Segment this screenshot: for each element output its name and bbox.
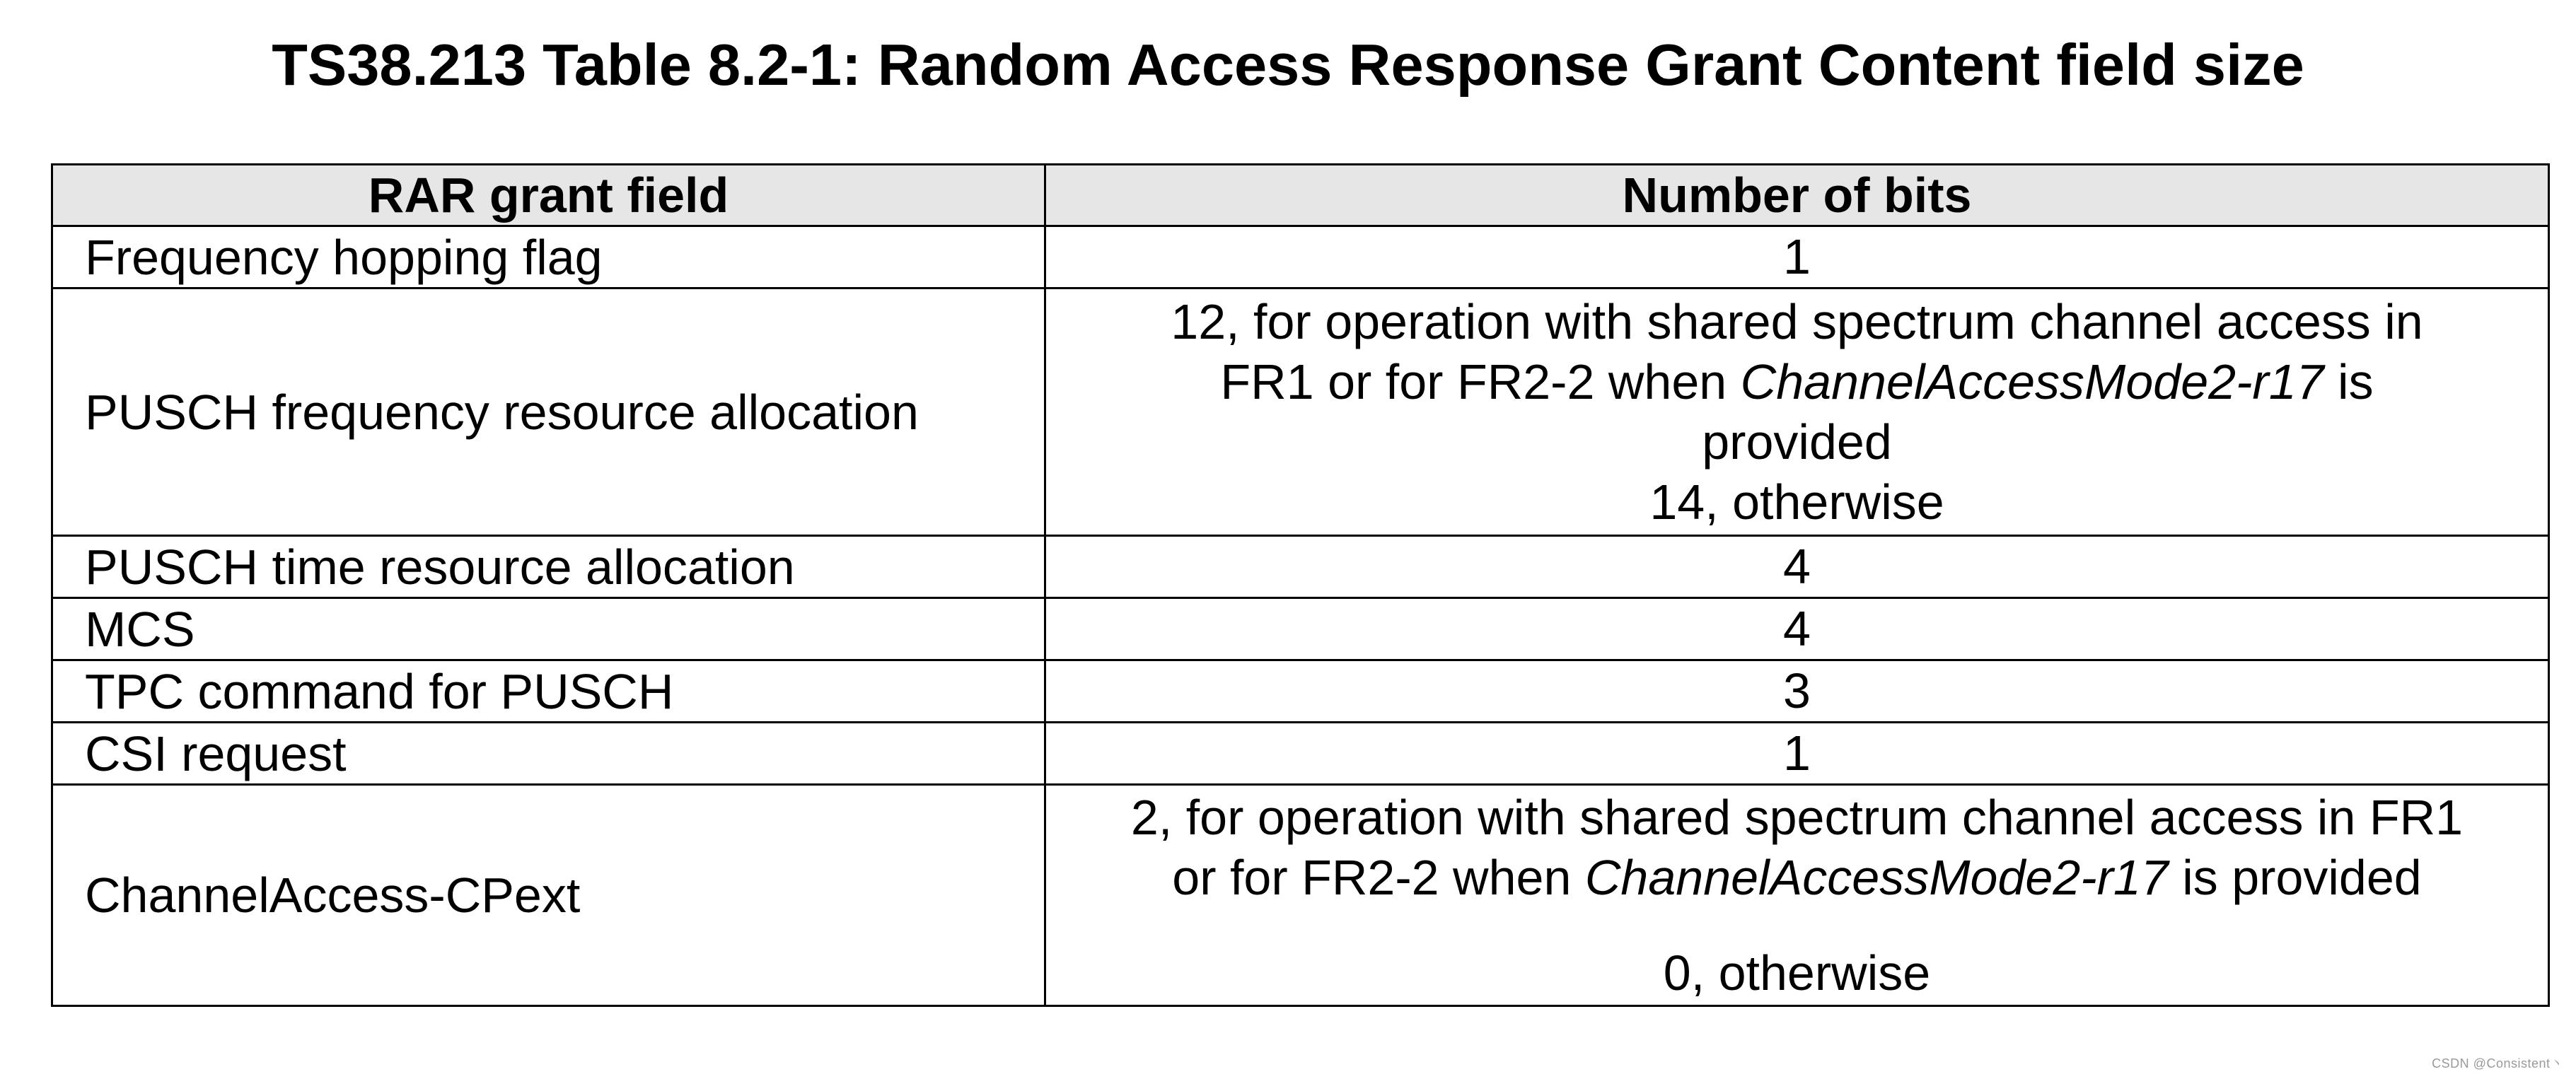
rar-grant-table (51, 163, 2550, 1007)
field-cell: CSI request (52, 723, 1045, 785)
bits-text: is provided (2168, 849, 2422, 905)
bits-cell: 4 (1045, 598, 2549, 660)
parameter-name: ChannelAccessMode2-r17 (1584, 849, 2169, 905)
bits-text: is (2323, 354, 2374, 409)
bits-cell: 1 (1045, 226, 2549, 288)
bits-line: 14, otherwise (1649, 474, 1944, 530)
field-cell: MCS (52, 598, 1045, 660)
bits-text: FR1 or for FR2-2 when (1220, 354, 1741, 409)
column-header-field: RAR grant field (52, 165, 1045, 226)
bits-line: 12, for operation with shared spectrum channel access in (1171, 293, 2423, 349)
field-cell: TPC command for PUSCH (52, 660, 1045, 723)
field-cell: PUSCH frequency resource allocation (52, 288, 1045, 536)
field-cell: Frequency hopping flag (52, 226, 1045, 288)
watermark: CSDN @Consistent丶 (2432, 1056, 2563, 1071)
table-row (52, 598, 2549, 660)
parameter-name: ChannelAccessMode2-r17 (1740, 354, 2324, 409)
line-spacer (1046, 908, 2548, 943)
table-row (52, 226, 2549, 288)
bits-cell (1045, 288, 2549, 536)
bits-line: 0, otherwise (1663, 945, 1931, 1001)
bits-cell: 3 (1045, 660, 2549, 723)
field-cell: ChannelAccess-CPext (52, 785, 1045, 1006)
table-row (52, 785, 2549, 1006)
table-row (52, 536, 2549, 598)
table-header-row (52, 165, 2549, 226)
bits-cell: 4 (1045, 536, 2549, 598)
bits-line: provided (1702, 414, 1892, 469)
bits-text: or for FR2-2 when (1172, 849, 1585, 905)
column-header-bits: Number of bits (1045, 165, 2549, 226)
field-cell: PUSCH time resource allocation (52, 536, 1045, 598)
table-row (52, 723, 2549, 785)
bits-line (1046, 352, 2548, 412)
bits-line (1046, 848, 2548, 908)
table-row (52, 288, 2549, 536)
bits-cell: 1 (1045, 723, 2549, 785)
bits-cell (1045, 785, 2549, 1006)
bits-line: 2, for operation with shared spectrum channel access in FR1 (1130, 789, 2464, 845)
table-row (52, 660, 2549, 723)
page-title: TS38.213 Table 8.2-1: Random Access Response Grant Content field size (272, 32, 2304, 98)
